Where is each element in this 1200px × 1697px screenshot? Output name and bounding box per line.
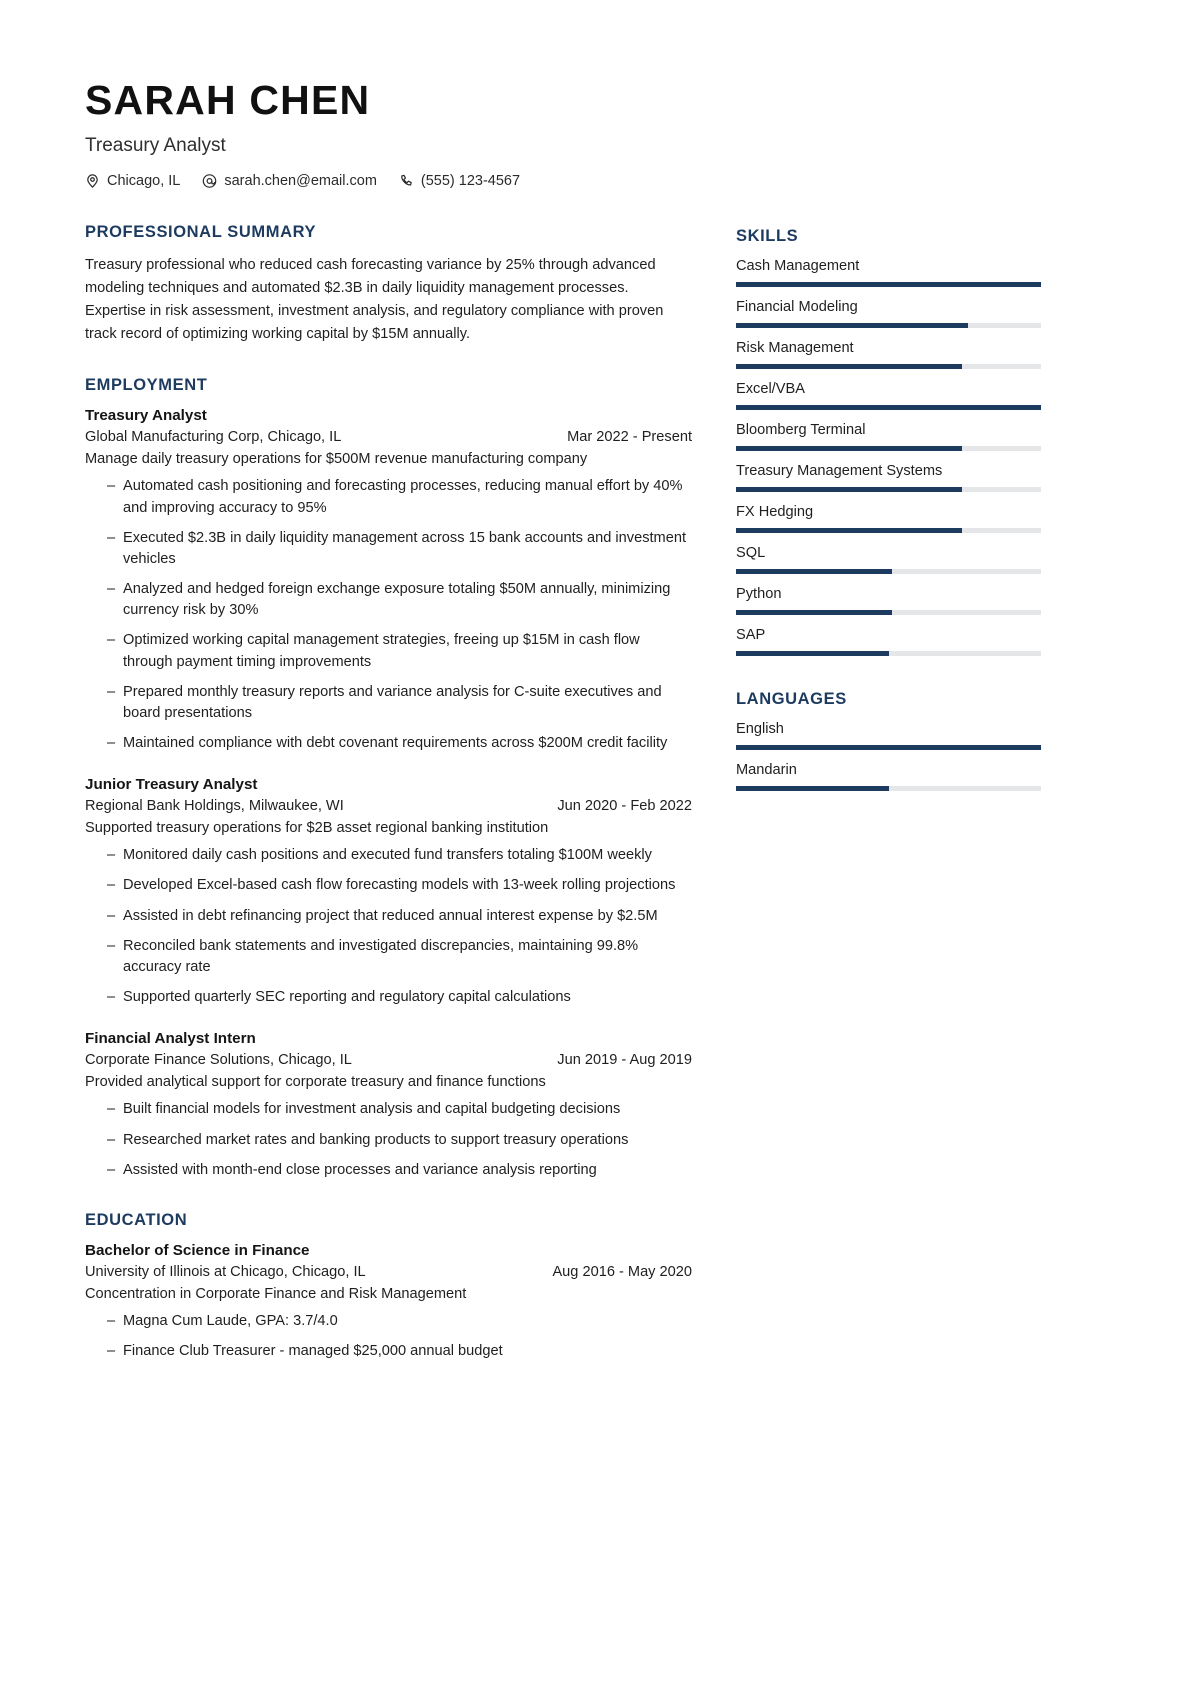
job-description: Provided analytical support for corporate treasury and finance functions [85, 1074, 546, 1091]
job-role: Treasury Analyst [85, 407, 207, 425]
sidebar-column [736, 223, 1041, 803]
job-meta [85, 429, 692, 445]
job-company: Regional Bank Holdings, Milwaukee, WI [85, 798, 344, 815]
skill-level-bar [736, 323, 1041, 328]
skill-level-bar [736, 364, 1041, 369]
job-bullet: – Prepared monthly treasury reports and variance analysis for C-suite executives and board presentations [107, 682, 692, 724]
skill-name: Excel/VBA [736, 381, 805, 398]
skill-name: SAP [736, 627, 766, 644]
main-column [85, 223, 692, 1392]
skill-item [736, 627, 1041, 656]
job-description: Supported treasury operations for $2B asset regional banking institution [85, 820, 549, 837]
phone-icon [399, 173, 414, 189]
skill-name: Bloomberg Terminal [736, 422, 866, 439]
job-description: Manage daily treasury operations for $500M revenue manufacturing company [85, 451, 588, 468]
skill-level-bar [736, 487, 1041, 492]
employment-heading: EMPLOYMENT [85, 376, 208, 395]
job-bullet: – Reconciled bank statements and investigated discrepancies, maintaining 99.8% accuracy rate [107, 936, 692, 978]
job-dates: Jun 2020 - Feb 2022 [557, 798, 692, 815]
job-company: Corporate Finance Solutions, Chicago, IL [85, 1052, 352, 1069]
candidate-title: Treasury Analyst [85, 135, 226, 157]
skill-name: SQL [736, 545, 766, 562]
contact-location [85, 173, 180, 189]
education-bullet: – Magna Cum Laude, GPA: 3.7/4.0 [107, 1311, 692, 1332]
skill-level-bar [736, 528, 1041, 533]
resume-header [85, 78, 1115, 189]
language-name: English [736, 721, 784, 738]
skill-name: Cash Management [736, 258, 860, 275]
language-item [736, 762, 1041, 791]
language-level-bar [736, 745, 1041, 750]
skill-name: FX Hedging [736, 504, 814, 521]
section-skills [736, 227, 1041, 656]
skill-item [736, 422, 1041, 451]
skill-name: Risk Management [736, 340, 854, 357]
job-bullet: – Executed $2.3B in daily liquidity management across 15 bank accounts and investment vehicles [107, 528, 692, 570]
employment-entry [85, 1030, 692, 1181]
contact-email-text: sarah.chen@email.com [224, 173, 377, 190]
job-bullet: – Developed Excel-based cash flow forecasting models with 13-week rolling projections [107, 875, 692, 896]
summary-text: Treasury professional who reduced cash forecasting variance by 25% through advanced modeling techniques and automated $2.3B in daily liquidity management processes. Expertise in risk assessment, investment analysis, and regulatory compliance with proven track record of optimizing working capital by $15M annually. [85, 257, 664, 343]
skill-item [736, 258, 1041, 287]
job-bullet: – Built financial models for investment analysis and capital budgeting decisions [107, 1099, 692, 1120]
education-school: University of Illinois at Chicago, Chicago, IL [85, 1263, 366, 1280]
language-item [736, 721, 1041, 750]
job-bullets [85, 1099, 692, 1180]
skills-heading: SKILLS [736, 227, 799, 246]
language-level-bar [736, 786, 1041, 791]
skill-item [736, 381, 1041, 410]
employment-entry [85, 407, 692, 754]
education-dates: Aug 2016 - May 2020 [552, 1263, 692, 1280]
job-company: Global Manufacturing Corp, Chicago, IL [85, 429, 342, 446]
job-dates: Jun 2019 - Aug 2019 [557, 1052, 692, 1069]
skill-level-bar [736, 610, 1041, 615]
language-name: Mandarin [736, 762, 797, 779]
skill-level-bar [736, 405, 1041, 410]
contact-location-text: Chicago, IL [107, 173, 181, 190]
contact-phone [399, 173, 520, 189]
job-bullet: – Automated cash positioning and forecasting processes, reducing manual effort by 40% and improving accuracy to 95% [107, 476, 692, 518]
job-bullet: – Optimized working capital management strategies, freeing up $15M in cash flow through payment timing improvements [107, 630, 692, 672]
education-bullet: – Finance Club Treasurer - managed $25,000 annual budget [107, 1341, 692, 1362]
skill-level-bar [736, 651, 1041, 656]
job-dates: Mar 2022 - Present [567, 429, 692, 446]
skill-name: Python [736, 586, 782, 603]
job-meta [85, 1052, 692, 1068]
job-bullet: – Assisted with month-end close processes and variance analysis reporting [107, 1160, 692, 1181]
skill-level-bar [736, 282, 1041, 287]
education-degree: Bachelor of Science in Finance [85, 1241, 310, 1259]
job-bullets [85, 476, 692, 754]
job-bullet: – Supported quarterly SEC reporting and regulatory capital calculations [107, 987, 692, 1008]
email-icon [202, 173, 217, 189]
employment-entry [85, 776, 692, 1008]
contact-phone-text: (555) 123-4567 [420, 173, 521, 190]
job-meta [85, 798, 692, 814]
skill-item [736, 586, 1041, 615]
resume-body [85, 223, 1115, 1392]
education-heading: EDUCATION [85, 1210, 188, 1229]
skill-level-bar [736, 569, 1041, 574]
education-description: Concentration in Corporate Finance and Risk Management [85, 1285, 467, 1302]
job-bullet: – Analyzed and hedged foreign exchange exposure totaling $50M annually, minimizing currency risk by 30% [107, 579, 692, 621]
contact-row [85, 173, 1115, 189]
job-bullet: – Researched market rates and banking products to support treasury operations [107, 1130, 692, 1151]
location-pin-icon [85, 173, 100, 189]
section-languages [736, 690, 1041, 791]
skill-item [736, 504, 1041, 533]
languages-heading: LANGUAGES [736, 690, 847, 709]
skill-item [736, 463, 1041, 492]
contact-email [202, 173, 377, 189]
education-bullets [85, 1311, 692, 1362]
skill-item [736, 545, 1041, 574]
skill-name: Financial Modeling [736, 299, 858, 316]
job-role: Financial Analyst Intern [85, 1030, 256, 1048]
education-meta [85, 1264, 692, 1280]
job-bullet: – Monitored daily cash positions and executed fund transfers totaling $100M weekly [107, 845, 692, 866]
education-entry [85, 1242, 692, 1362]
section-education [85, 1211, 692, 1362]
skill-name: Treasury Management Systems [736, 463, 943, 480]
job-bullet: – Assisted in debt refinancing project that reduced annual interest expense by $2.5M [107, 906, 692, 927]
skill-item [736, 299, 1041, 328]
section-employment [85, 376, 692, 1181]
job-role: Junior Treasury Analyst [85, 776, 258, 794]
summary-heading: PROFESSIONAL SUMMARY [85, 223, 317, 242]
skill-level-bar [736, 446, 1041, 451]
section-professional-summary [85, 223, 692, 346]
skill-item [736, 340, 1041, 369]
job-bullets [85, 845, 692, 1008]
job-bullet: – Maintained compliance with debt covenant requirements across $200M credit facility [107, 733, 692, 754]
candidate-name: SARAH CHEN [85, 77, 371, 123]
